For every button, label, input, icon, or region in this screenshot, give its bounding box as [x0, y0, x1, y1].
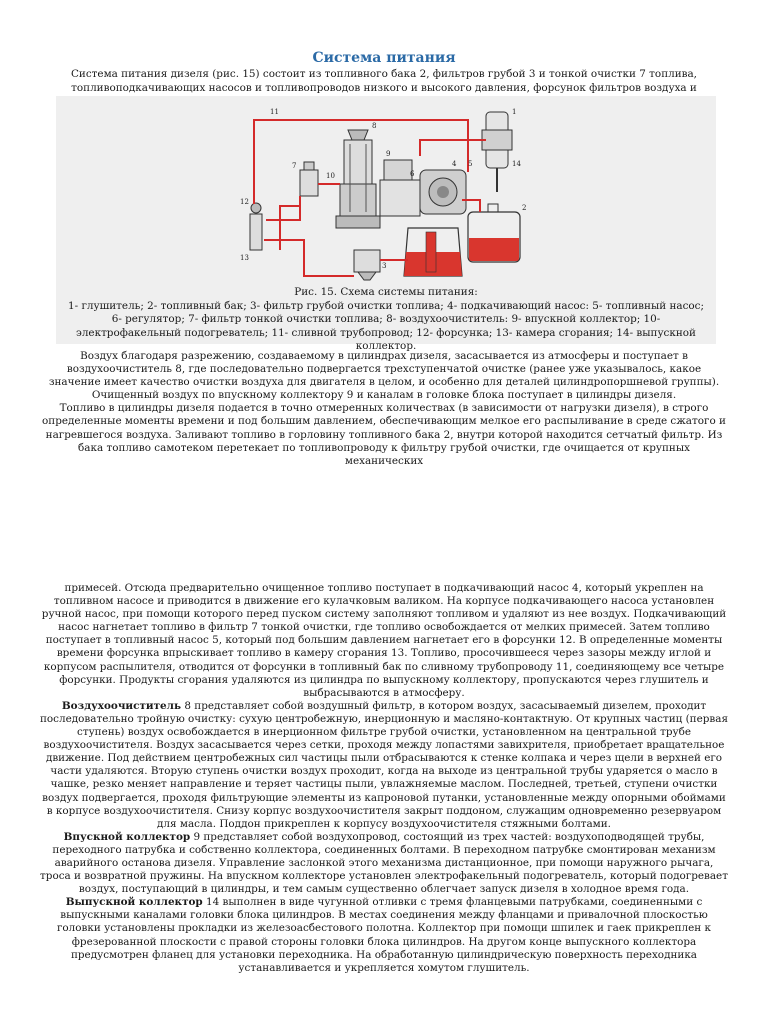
injector-shape	[250, 203, 262, 250]
caption-legend: 1- глушитель; 2- топливный бак; 3- фильтр грубой очистки топлива; 4- подкачивающий насос: 5- топливный насос; 6- регулятор; 7- фильтр тонкой очистки топлива; 8- воздухоочиститель: 9- впускной коллектор; 10- электрофакельный подогреватель; 11- сливной трубопровод; 12- форсунка; 13- камера сгорания; 14- выпускной коллектор.	[68, 299, 704, 352]
svg-text:8: 8	[372, 122, 377, 130]
svg-text:2: 2	[522, 204, 527, 212]
figure-15	[56, 96, 716, 352]
svg-text:1: 1	[512, 108, 517, 116]
term-exhaust-manifold: Выпускной коллектор	[65, 896, 203, 909]
term-intake-manifold: Впускной коллектор	[63, 830, 191, 843]
muffler-shape	[482, 112, 512, 192]
paragraph-intake-manifold	[40, 831, 728, 896]
small-tank-shape	[404, 228, 462, 276]
exhaust-manifold-text: 14 выполнен в виде чугунной отливки с тремя фланцевыми патрубками, соединенными с выпускными каналами головки блока цилиндров. В местах соединения между фланцами и привалочной плоскостью головки установлены прокладки из железоасбестового полотна. Коллектор при помощи шпилек и гаек прикреплен к фрезерованной плоскости с правой стороны головки блока цилиндров. На другом конце выпускного коллектора предусмотрен фланец для установки переходника. На обработанную цилиндрическую поверхность переходника устанавливается и укрепляется хомутом глушитель.	[56, 896, 712, 974]
intro-paragraph: Система питания дизеля (рис. 15) состоит из топливного бака 2, фильтров грубой 3 и тонкой очистки 7 топлива, топливоподкачивающих насосов и топливопроводов низкого и высокого давления, форсунок фильтров воздуха и	[70, 68, 697, 94]
fine-filter-shape	[300, 162, 318, 196]
coarse-filter-shape	[354, 250, 380, 280]
svg-text:13: 13	[240, 254, 249, 262]
paragraph-air-cleaner	[40, 700, 728, 831]
svg-text:5: 5	[468, 160, 473, 168]
svg-text:11: 11	[270, 108, 279, 116]
svg-text:4: 4	[452, 160, 457, 168]
paragraph-fuel-supply: Топливо в цилиндры дизеля подается в точно отмеренных количествах (в зависимости от нагрузки дизеля), в строго определенные моменты времени и под большим давлением, обеспечивающим мелкое его распыливание в среде сжатого и нагревшегося воздуха. Заливают топливо в горловину топливного бака 2, внутри которой находится сетчатый фильтр. Из бака топливо самотеком перетекает по топливопроводу к фильтру грубой очистки, где очищается от крупных механических	[42, 402, 726, 467]
svg-text:6: 6	[410, 170, 415, 178]
figure-caption	[64, 286, 708, 354]
term-air-cleaner: Воздухоочиститель	[61, 699, 182, 712]
paragraph-exhaust-manifold	[40, 896, 728, 975]
intake-manifold-text: 9 представляет собой воздухопровод, состоящий из трех частей: воздухоподводящей трубы, переходного патрубка и собственно коллектора, соединенных болтами. В переходном патрубке смонтирован механизм аварийного останова дизеля. Управление заслонкой этого механизма дистанционное, при помощи наружного рычага, троса и возвратной пружины. На впускном коллекторе установлен электрофакельный подогреватель, который подогревает воздух, поступающий в цилиндры, и тем самым существенно облегчает запуск дизеля в холодное время года.	[40, 830, 728, 896]
text-block-1	[40, 350, 728, 468]
svg-text:3: 3	[382, 262, 387, 270]
air-cleaner-shape	[336, 130, 380, 228]
fuel-system-diagram	[240, 100, 532, 284]
page-title: Система питания	[312, 50, 456, 66]
text-block-2	[40, 582, 728, 975]
svg-text:7: 7	[292, 162, 297, 170]
svg-text:9: 9	[386, 150, 391, 158]
air-cleaner-text: 8 представляет собой воздушный фильтр, в котором воздух, засасываемый дизелем, проходит последовательно тройную очистку: сухую центробежную, инерционную и масляно-контактную. От крупных частиц (первая ступень) воздух освобождается в инерционном фильтре грубой очистки, установленном на центральной трубе воздухоочистителя. Воздух засасывается через сетки, проходя между лопастями завихрителя, приобретает вращательное движение. Под действием центробежных сил частицы пыли отбрасываются к стенке колпака и через щели в верхней его части удаляются. Вторую ступень очистки воздух проходит, когда на выходе из центральной трубы ударяется о масло в чашке, резко меняет направление и теряет частицы пыли, увлажняемые маслом. Последней, третьей, ступени очистки воздух подвергается, проходя фильтрующие элементы из капроновой путанки, установленные между опорными обоймами в корпусе воздухоочистителя. Снизу корпус воздухоочистителя закрыт поддоном, служащим одновременно резервуаром для масла. Поддон прикреплен к корпусу воздухоочистителя стяжными болтами.	[40, 699, 728, 830]
paragraph-air-intake: Воздух благодаря разрежению, создаваемому в цилиндрах дизеля, засасывается из атмосферы и поступает в воздухоочиститель 8, где последовательно подвергается трехступенчатой очистке (ранее уже указывалось, какое значение имеет качество очистки воздуха для двигателя в целом, и особенно для деталей цилиндропоршневой группы). Очищенный воздух по впускному коллектору 9 и каналам в головке блока поступает в цилиндры дизеля.	[48, 350, 720, 402]
paragraph-fuel-path: примесей. Отсюда предварительно очищенное топливо поступает в подкачивающий насос 4, который укреплен на топливном насосе и приводится в движение его кулачковым валиком. На корпусе подкачивающего насоса установлен ручной насос, при помощи которого перед пуском систему заполняют топливом и удаляют из нее воздух. Подкачивающий насос нагнетает топливо в фильтр 7 тонкой очистки, где топливо освобождается от мелких примесей. Затем топливо поступает в топливный насос 5, который под большим давлением нагнетает его в форсунки 12. В определенные моменты времени форсунка впрыскивает топливо в камеру сгорания 13. Топливо, просочившееся через зазоры между иглой и корпусом распылителя, отводится от форсунки в топливный бак по сливному трубопроводу 11, соединяющему все четыре форсунки. Продукты сгорания удаляются из цилиндра по выпускному коллектору, пропускаются через глушитель и выбрасываются в атмосферу.	[41, 582, 727, 699]
svg-text:12: 12	[240, 198, 249, 206]
svg-text:10: 10	[326, 172, 335, 180]
fuel-tank-shape	[468, 204, 520, 262]
engine-block-shape	[380, 160, 466, 216]
svg-text:14: 14	[512, 160, 521, 168]
caption-title: Рис. 15. Схема системы питания:	[294, 286, 478, 298]
